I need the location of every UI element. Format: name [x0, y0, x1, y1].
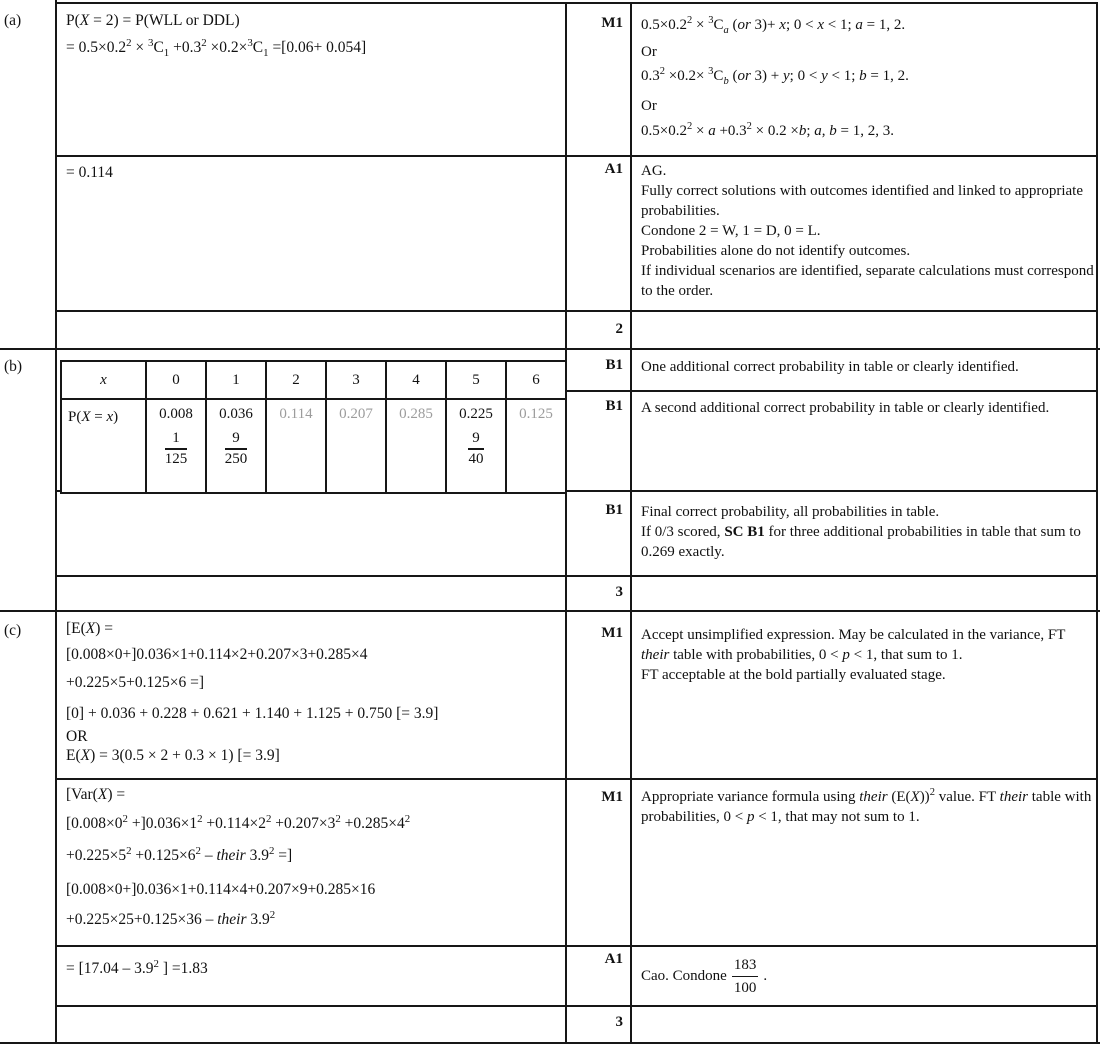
- working-line: [Var(X) =: [66, 786, 126, 803]
- part-a-answer-line2: = $0.5\times 0.2^2 \times ^3C_1 +0.3^2 \times 0.2\times^3C_1 =[0.06+ 0.054]$: [66, 36, 367, 60]
- prob-value-decimal: 0.125: [519, 406, 553, 422]
- part-b-total-marks: 3: [615, 584, 623, 600]
- working-line: $+0.225\times 5^2 +0.125\times 6^2$ – their $3.9^2$ =]: [66, 844, 293, 864]
- border-line-b-marks-split: [565, 390, 1098, 392]
- prob-header-1: 1: [206, 361, 266, 399]
- working-line: OR: [66, 728, 88, 745]
- prob-value-6: [506, 399, 566, 493]
- fraction-denominator: 125: [164, 451, 188, 467]
- part-b-label: (b): [4, 358, 23, 375]
- prob-value-fraction: [165, 430, 188, 468]
- prob-value-fraction: [468, 430, 484, 468]
- part-a-answer-line1: P(X = 2) = P(WLL or DDL): [66, 12, 240, 29]
- condone-fraction: [732, 955, 759, 998]
- working-line: $[0.008\times 0^2 +]0.036\times 1^2 +0.114\times 2^2 +0.207\times 3^2 +0.285\times 4^2$: [66, 812, 411, 832]
- guidance-line: Or: [641, 98, 657, 114]
- border-line-marks-right: [630, 2, 632, 1044]
- part-c-total-marks: 3: [615, 1014, 623, 1030]
- border-line-bottom: [0, 1042, 1100, 1044]
- part-a-result: = 0.114: [66, 164, 113, 181]
- prob-value-4: [386, 399, 446, 493]
- part-c-final-answer: = [$17.04 - 3.9^2$ ] =1.83: [66, 957, 208, 977]
- part-c-guidance-m1-first: [641, 625, 1097, 685]
- prob-value-decimal: 0.008: [159, 406, 193, 422]
- guidance-line: Fully correct solutions with outcomes identified and linked to appropriate probabilities.: [641, 183, 1083, 219]
- part-c-label: (c): [4, 622, 22, 639]
- part-b-mark-b1-third: B1: [605, 502, 623, 518]
- prob-header-2: 2: [266, 361, 326, 399]
- part-b-guidance-b1-first: One additional correct probability in table or clearly identified.: [641, 359, 1019, 375]
- fraction-denominator: 100: [733, 979, 757, 996]
- part-a-label: (a): [4, 12, 22, 29]
- guidance-line: If individual scenarios are identified, separate calculations must correspond to the order.: [641, 263, 1094, 299]
- fraction-numerator: 9: [468, 430, 484, 450]
- fraction-numerator: 183: [732, 955, 759, 977]
- part-a-guidance-a1: [641, 161, 1097, 301]
- probability-table-header-row: [61, 361, 566, 399]
- guidance-line: $0.3^2 \times 0.2\times ^3C_b$ (or 3) + y; 0 < y < 1; b = 1, 2.: [641, 66, 909, 87]
- part-a-answer: [66, 12, 367, 60]
- guidance-line: Or: [641, 44, 657, 60]
- border-line-c-row2: [55, 945, 1098, 947]
- guidance-line: Condone 2 = W, 1 = D, 0 = L.: [641, 223, 821, 239]
- probability-table-body-row: [61, 399, 566, 493]
- fraction-denominator: 250: [224, 451, 248, 467]
- border-line-a-b: [0, 348, 1100, 350]
- prob-header-3: 3: [326, 361, 386, 399]
- guidance-line: $0.5\times 0.2^2 \times a +0.3^2 \times 0.2 \times b$; a, b = 1, 2, 3.: [641, 121, 894, 139]
- fraction-numerator: 9: [225, 430, 248, 450]
- border-line-b-row3: [55, 575, 1098, 577]
- part-b-guidance-b1-third: [641, 502, 1097, 562]
- part-c-mark-m1-first: M1: [601, 625, 623, 641]
- guidance-line: AG.: [641, 163, 667, 179]
- part-c-guidance-m1-second: Appropriate variance formula using their $(E(X))^2$ value. FT their table with probabilities, 0 < p < 1, that may not sum to 1.: [641, 787, 1092, 825]
- guidance-line: Final correct probability, all probabilities in table.: [641, 504, 940, 520]
- working-line: +0.225×5+0.125×6 =]: [66, 674, 204, 691]
- prob-value-decimal: 0.285: [399, 406, 433, 422]
- part-b-guidance-b1-second: A second additional correct probability in table or clearly identified.: [641, 400, 1050, 416]
- part-b-mark-b1-first: B1: [605, 357, 623, 373]
- working-line: [E(X) =: [66, 620, 114, 637]
- fraction-denominator: 40: [468, 451, 484, 467]
- prob-value-1: [206, 399, 266, 493]
- prob-value-fraction: [225, 430, 248, 468]
- prob-value-decimal: 0.207: [339, 406, 373, 422]
- working-line: E(X) = 3(0.5 × 2 + 0.3 × 1) [= 3.9]: [66, 747, 280, 764]
- probability-table: [60, 360, 567, 494]
- prob-header-5: 5: [446, 361, 506, 399]
- border-line-top: [55, 2, 1098, 4]
- border-line-c-row1: [55, 778, 1098, 780]
- guidance-line: FT acceptable at the bold partially evaluated stage.: [641, 667, 946, 683]
- part-c-variance-working: [66, 786, 410, 929]
- part-c-expectation-working: [66, 620, 438, 765]
- guidance-text-prefix: Cao. Condone: [641, 968, 727, 984]
- prob-header-4: 4: [386, 361, 446, 399]
- prob-value-decimal: 0.036: [219, 406, 253, 422]
- border-line-a-row2: [55, 310, 1098, 312]
- part-a-total-marks: 2: [615, 321, 623, 337]
- guidance-line: $0.5\times 0.2^2 \times ^3C_a$ (or 3)+ x; 0 < x < 1; a = 1, 2.: [641, 15, 906, 36]
- working-line: +0.225×25+0.125×36 – their $3.9^2$: [66, 908, 276, 928]
- guidance-text-suffix: .: [763, 968, 768, 984]
- prob-value-3: [326, 399, 386, 493]
- prob-header-6: 6: [506, 361, 566, 399]
- prob-header-0: 0: [146, 361, 206, 399]
- border-line-c-row3: [55, 1005, 1098, 1007]
- fraction-numerator: 1: [165, 430, 188, 450]
- working-line: [0.008×0+]0.036×1+0.114×2+0.207×3+0.285×4: [66, 646, 368, 663]
- guidance-line: Probabilities alone do not identify outcomes.: [641, 243, 911, 259]
- border-line-a-row1: [55, 155, 1098, 157]
- border-line-b-c: [0, 610, 1100, 612]
- part-b-mark-b1-second: B1: [605, 398, 623, 414]
- prob-value-0: [146, 399, 206, 493]
- part-a-mark-m1: M1: [601, 15, 623, 31]
- working-line: [0.008×0+]0.036×1+0.114×4+0.207×9+0.285×16: [66, 881, 376, 898]
- prob-value-decimal: 0.114: [279, 406, 313, 422]
- working-line: [0] + 0.036 + 0.228 + 0.621 + 1.140 + 1.125 + 0.750 [= 3.9]: [66, 705, 439, 722]
- part-c-mark-m1-second: M1: [601, 789, 623, 805]
- prob-header-x: x: [61, 361, 146, 399]
- border-line-marks-left: [565, 2, 567, 1044]
- prob-value-2: [266, 399, 326, 493]
- part-a-mark-a1: A1: [604, 161, 623, 177]
- part-a-guidance-m1: [641, 15, 1097, 141]
- guidance-line: If 0/3 scored, SC B1 for three additional probabilities in table that sum to 0.269 exactly.: [641, 524, 1081, 560]
- part-c-mark-a1: A1: [604, 951, 623, 967]
- prob-value-5: [446, 399, 506, 493]
- prob-value-decimal: 0.225: [459, 406, 493, 422]
- prob-row-label: P(X = x): [61, 399, 146, 493]
- part-c-guidance-a1: [641, 952, 1097, 1000]
- guidance-line: Accept unsimplified expression. May be calculated in the variance, FT their table with probabilities, 0 < p < 1, that sum to 1.: [641, 627, 1066, 663]
